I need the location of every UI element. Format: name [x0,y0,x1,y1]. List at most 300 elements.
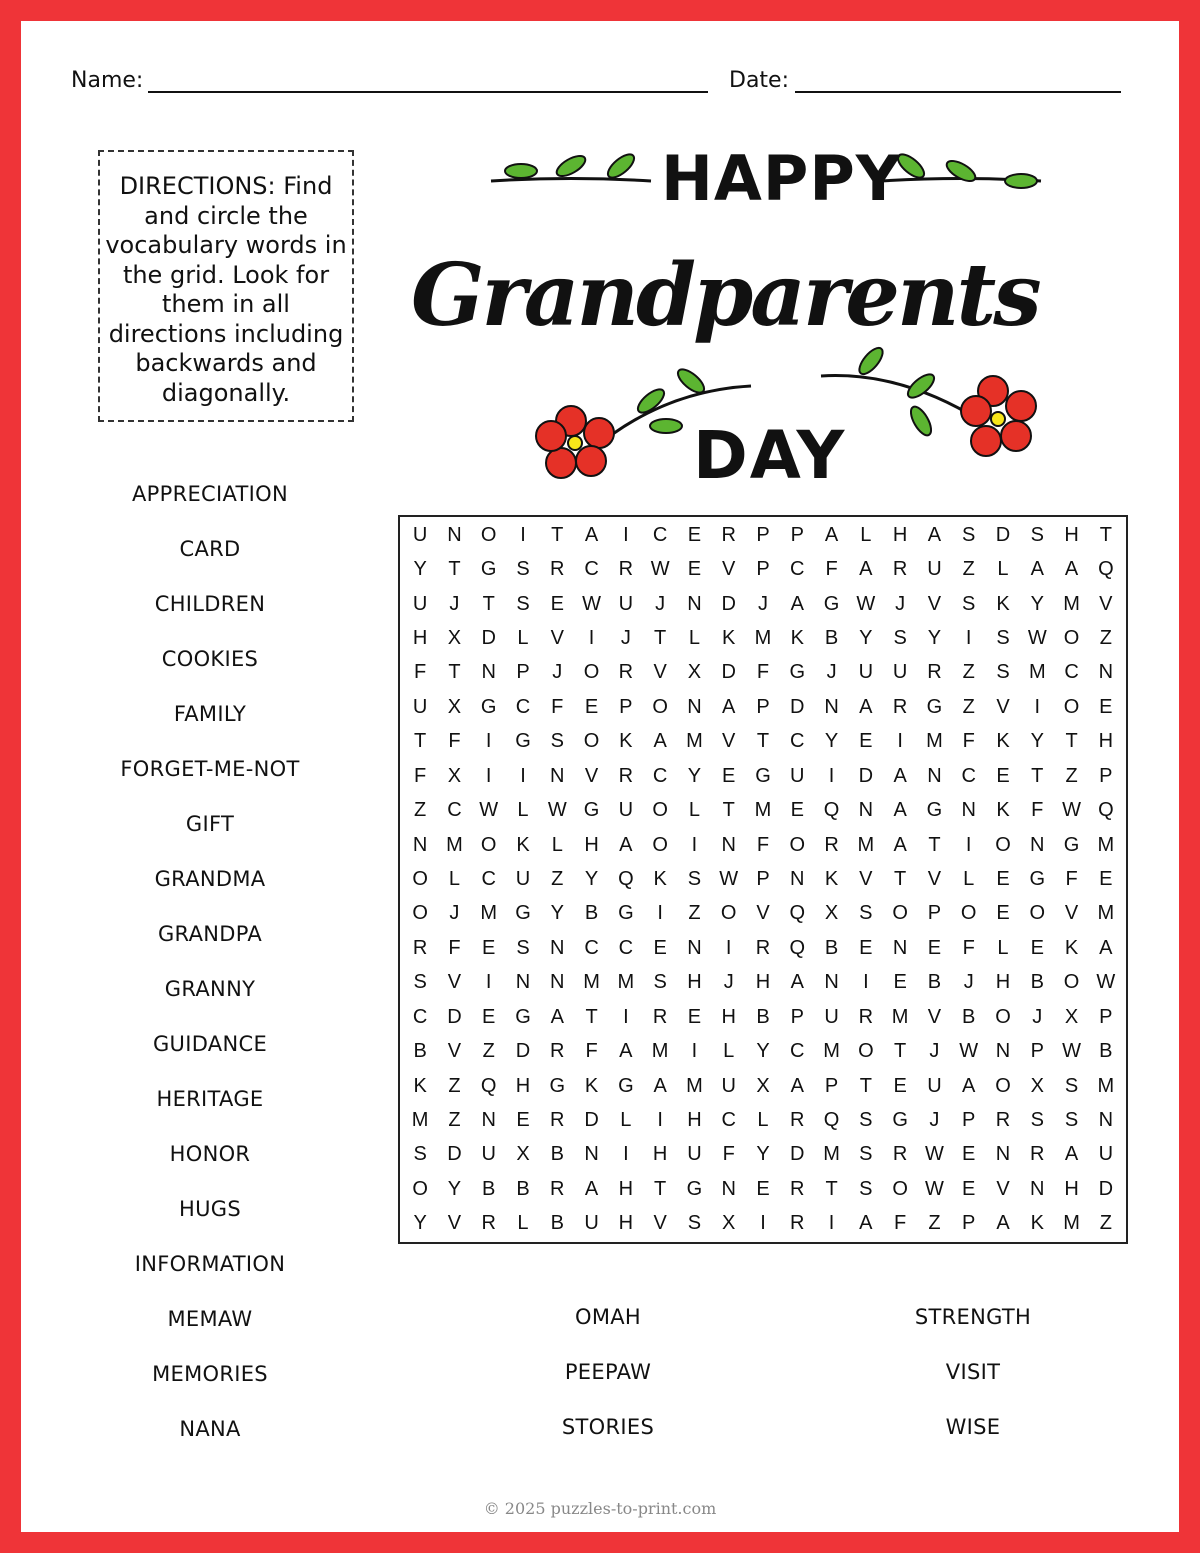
grid-cell[interactable]: W [959,1040,979,1063]
grid-cell[interactable]: S [1030,1108,1044,1131]
grid-cell[interactable]: X [756,1074,770,1097]
grid-cell[interactable]: W [856,592,876,615]
grid-cell[interactable]: V [996,695,1010,718]
grid-cell[interactable]: E [859,936,873,959]
grid-cell[interactable]: U [412,695,428,718]
grid-cell[interactable]: V [1099,592,1113,615]
grid-cell[interactable]: E [687,523,702,546]
grid-cell[interactable]: X [1030,1074,1044,1097]
grid-cell[interactable]: B [1099,1040,1113,1063]
grid-cell[interactable]: C [481,867,496,890]
grid-cell[interactable]: Y [413,1212,427,1235]
grid-cell[interactable]: O [1063,695,1080,718]
grid-cell[interactable]: N [961,799,976,822]
grid-cell[interactable]: R [892,1143,908,1166]
grid-cell[interactable]: F [962,730,975,753]
grid-cell[interactable]: I [863,971,869,994]
grid-cell[interactable]: E [927,936,942,959]
grid-cell[interactable]: O [583,661,600,684]
grid-cell[interactable]: C [790,1040,805,1063]
grid-cell[interactable]: C [412,1005,428,1028]
grid-cell[interactable]: E [482,1005,496,1028]
grid-cell[interactable]: E [516,1108,530,1131]
grid-cell[interactable]: L [688,626,700,649]
grid-cell[interactable]: D [481,626,496,649]
grid-cell[interactable]: S [859,1108,873,1131]
grid-cell[interactable]: G [480,558,497,581]
grid-cell[interactable]: I [897,730,903,753]
grid-cell[interactable]: S [996,661,1010,684]
grid-cell[interactable]: B [584,902,599,925]
grid-cell[interactable]: C [618,936,634,959]
grid-cell[interactable]: J [449,902,460,925]
grid-cell[interactable]: F [551,695,564,718]
grid-cell[interactable]: F [448,730,461,753]
grid-cell[interactable]: T [1065,730,1078,753]
grid-cell[interactable]: G [1063,833,1080,856]
grid-cell[interactable]: R [550,1177,565,1200]
grid-cell[interactable]: I [691,1040,698,1063]
grid-cell[interactable]: D [790,695,805,718]
grid-cell[interactable]: Z [928,1212,941,1235]
grid-cell[interactable]: L [620,1108,632,1131]
grid-cell[interactable]: G [618,902,634,925]
grid-cell[interactable]: V [722,558,736,581]
grid-cell[interactable]: W [1027,626,1047,649]
grid-cell[interactable]: L [688,799,700,822]
grid-cell[interactable]: J [826,661,837,684]
grid-cell[interactable]: X [1064,1005,1079,1028]
grid-cell[interactable]: R [550,1108,565,1131]
grid-cell[interactable]: O [652,799,668,822]
grid-cell[interactable]: V [722,730,736,753]
grid-cell[interactable]: F [825,558,838,581]
grid-cell[interactable]: A [927,523,942,546]
grid-cell[interactable]: D [447,1143,462,1166]
grid-cell[interactable]: F [414,661,427,684]
grid-cell[interactable]: I [965,833,972,856]
grid-cell[interactable]: G [755,764,771,787]
grid-cell[interactable]: J [895,592,906,615]
grid-cell[interactable]: T [722,799,735,822]
grid-cell[interactable]: X [687,661,702,684]
grid-cell[interactable]: B [482,1177,496,1200]
grid-cell[interactable]: I [828,764,835,787]
grid-cell[interactable]: E [756,1177,770,1200]
grid-cell[interactable]: C [961,764,976,787]
grid-cell[interactable]: R [927,661,942,684]
grid-cell[interactable]: B [1030,971,1044,994]
grid-cell[interactable]: P [1099,1005,1113,1028]
grid-cell[interactable]: K [619,730,633,753]
grid-cell[interactable]: I [588,626,595,649]
grid-cell[interactable]: Y [447,1177,462,1200]
grid-cell[interactable]: G [618,1074,634,1097]
grid-cell[interactable]: D [995,523,1011,546]
grid-cell[interactable]: U [858,661,874,684]
grid-cell[interactable]: A [1099,936,1113,959]
grid-cell[interactable]: O [995,1074,1011,1097]
grid-cell[interactable]: T [894,867,907,890]
grid-cell[interactable]: B [550,1143,564,1166]
grid-cell[interactable]: A [859,695,873,718]
grid-cell[interactable]: V [927,592,942,615]
grid-cell[interactable]: T [894,1040,907,1063]
grid-cell[interactable]: R [995,1108,1011,1131]
grid-cell[interactable]: J [552,661,563,684]
grid-cell[interactable]: T [1031,764,1044,787]
grid-cell[interactable]: A [996,1212,1010,1235]
grid-cell[interactable]: O [652,833,668,856]
grid-cell[interactable]: P [1099,764,1113,787]
grid-cell[interactable]: V [447,1212,462,1235]
grid-cell[interactable]: E [962,1177,976,1200]
grid-cell[interactable]: P [756,695,770,718]
grid-cell[interactable]: Z [414,799,427,822]
grid-cell[interactable]: X [722,1212,736,1235]
grid-cell[interactable]: I [485,971,492,994]
grid-cell[interactable]: C [652,764,668,787]
grid-cell[interactable]: K [1030,1212,1044,1235]
grid-cell[interactable]: V [1064,902,1079,925]
grid-cell[interactable]: N [1030,833,1045,856]
grid-cell[interactable]: O [412,902,428,925]
grid-cell[interactable]: O [960,902,977,925]
grid-cell[interactable]: P [962,1108,976,1131]
grid-cell[interactable]: E [996,764,1010,787]
grid-cell[interactable]: A [584,523,599,546]
grid-cell[interactable]: R [824,833,839,856]
grid-cell[interactable]: L [551,833,563,856]
grid-cell[interactable]: E [859,730,873,753]
grid-cell[interactable]: K [516,833,530,856]
grid-cell[interactable]: A [619,1040,633,1063]
grid-cell[interactable]: R [892,695,908,718]
grid-cell[interactable]: T [654,1177,667,1200]
grid-cell[interactable]: M [651,1040,669,1063]
grid-cell[interactable]: Z [1099,626,1112,649]
grid-cell[interactable]: S [962,523,976,546]
date-field[interactable] [795,91,1121,93]
grid-cell[interactable]: Y [1030,730,1044,753]
grid-cell[interactable]: M [754,626,772,649]
grid-cell[interactable]: R [790,1108,805,1131]
grid-cell[interactable]: N [687,592,702,615]
grid-cell[interactable]: M [1063,592,1080,615]
grid-cell[interactable]: D [721,592,736,615]
grid-cell[interactable]: N [995,1143,1011,1166]
grid-cell[interactable]: C [721,1108,736,1131]
grid-cell[interactable]: S [962,592,976,615]
grid-cell[interactable]: T [414,730,427,753]
grid-cell[interactable]: U [687,1143,702,1166]
grid-cell[interactable]: W [924,1143,944,1166]
grid-cell[interactable]: Y [413,558,427,581]
grid-cell[interactable]: I [725,936,732,959]
grid-cell[interactable]: A [893,799,907,822]
grid-cell[interactable]: P [962,1212,976,1235]
grid-cell[interactable]: Q [789,902,806,925]
grid-cell[interactable]: G [1029,867,1046,890]
grid-cell[interactable]: E [1030,936,1044,959]
grid-cell[interactable]: S [413,1143,427,1166]
grid-cell[interactable]: I [1034,695,1041,718]
grid-cell[interactable]: H [721,1005,736,1028]
grid-cell[interactable]: M [1097,833,1115,856]
grid-cell[interactable]: M [891,1005,909,1028]
grid-cell[interactable]: Z [448,1108,461,1131]
grid-cell[interactable]: R [618,661,634,684]
grid-cell[interactable]: M [686,1074,703,1097]
grid-cell[interactable]: A [893,764,907,787]
grid-cell[interactable]: M [1097,902,1115,925]
grid-cell[interactable]: R [858,1005,874,1028]
grid-cell[interactable]: U [1098,1143,1114,1166]
grid-cell[interactable]: X [824,902,839,925]
grid-cell[interactable]: A [859,1212,873,1235]
grid-cell[interactable]: D [858,764,874,787]
grid-cell[interactable]: Z [448,1074,461,1097]
grid-cell[interactable]: M [1028,661,1046,684]
grid-cell[interactable]: N [995,1040,1011,1063]
grid-cell[interactable]: X [516,1143,530,1166]
grid-cell[interactable]: T [859,1074,872,1097]
grid-cell[interactable]: O [892,902,908,925]
grid-cell[interactable]: A [859,558,873,581]
grid-cell[interactable]: P [756,558,770,581]
grid-cell[interactable]: B [516,1177,530,1200]
grid-cell[interactable]: R [790,1212,805,1235]
grid-cell[interactable]: O [1029,902,1046,925]
grid-cell[interactable]: F [962,936,975,959]
grid-cell[interactable]: S [413,971,427,994]
grid-cell[interactable]: K [1064,936,1079,959]
grid-cell[interactable]: U [892,661,908,684]
grid-cell[interactable]: Q [823,1108,840,1131]
grid-cell[interactable]: E [687,558,702,581]
grid-cell[interactable]: E [1099,867,1113,890]
grid-cell[interactable]: O [583,730,600,753]
grid-cell[interactable]: I [965,626,972,649]
grid-cell[interactable]: R [721,523,736,546]
grid-cell[interactable]: S [1064,1108,1079,1131]
grid-cell[interactable]: V [653,1212,667,1235]
grid-cell[interactable]: V [996,1177,1010,1200]
grid-cell[interactable]: H [687,1108,702,1131]
grid-cell[interactable]: H [1064,1177,1079,1200]
grid-cell[interactable]: K [413,1074,427,1097]
grid-cell[interactable]: L [723,1040,735,1063]
grid-cell[interactable]: V [653,661,667,684]
grid-cell[interactable]: E [893,971,907,994]
grid-cell[interactable]: P [1030,1040,1044,1063]
grid-cell[interactable]: C [584,558,599,581]
grid-cell[interactable]: S [687,1212,702,1235]
grid-cell[interactable]: H [652,1143,668,1166]
grid-cell[interactable]: S [893,626,907,649]
grid-cell[interactable]: O [412,867,428,890]
grid-cell[interactable]: S [687,867,702,890]
grid-cell[interactable]: E [962,1143,976,1166]
grid-cell[interactable]: F [894,1212,907,1235]
grid-cell[interactable]: N [858,799,874,822]
grid-cell[interactable]: V [927,1005,942,1028]
grid-cell[interactable]: X [447,764,462,787]
grid-cell[interactable]: F [585,1040,598,1063]
grid-cell[interactable]: M [823,1143,840,1166]
grid-cell[interactable]: V [927,867,942,890]
grid-cell[interactable]: A [893,833,907,856]
grid-cell[interactable]: N [412,833,428,856]
grid-cell[interactable]: K [824,867,839,890]
grid-cell[interactable]: S [1030,523,1044,546]
grid-cell[interactable]: U [584,1212,599,1235]
grid-cell[interactable]: V [447,1040,462,1063]
grid-cell[interactable]: N [824,695,839,718]
grid-cell[interactable]: H [618,1212,634,1235]
grid-cell[interactable]: D [515,1040,531,1063]
grid-cell[interactable]: U [515,867,531,890]
grid-cell[interactable]: M [1063,1212,1080,1235]
grid-cell[interactable]: M [446,833,463,856]
grid-cell[interactable]: Z [962,695,975,718]
grid-cell[interactable]: I [691,833,698,856]
grid-cell[interactable]: U [824,1005,839,1028]
grid-cell[interactable]: A [790,1074,804,1097]
grid-cell[interactable]: W [719,867,739,890]
grid-cell[interactable]: N [481,661,496,684]
grid-cell[interactable]: F [1031,799,1044,822]
grid-cell[interactable]: M [823,1040,840,1063]
grid-cell[interactable]: G [926,695,943,718]
grid-cell[interactable]: M [411,1108,429,1131]
grid-cell[interactable]: D [1098,1177,1114,1200]
grid-cell[interactable]: N [515,971,531,994]
grid-cell[interactable]: U [618,799,634,822]
grid-cell[interactable]: N [447,523,462,546]
grid-cell[interactable]: T [1099,523,1112,546]
grid-cell[interactable]: N [892,936,908,959]
grid-cell[interactable]: K [653,867,667,890]
grid-cell[interactable]: E [722,764,736,787]
grid-cell[interactable]: U [927,558,942,581]
grid-cell[interactable]: O [412,1177,428,1200]
grid-cell[interactable]: E [996,902,1010,925]
grid-cell[interactable]: B [824,626,839,649]
grid-cell[interactable]: A [619,833,633,856]
grid-cell[interactable]: C [584,936,599,959]
grid-cell[interactable]: R [550,1040,565,1063]
grid-cell[interactable]: F [756,833,770,856]
grid-cell[interactable]: N [550,936,565,959]
grid-cell[interactable]: D [790,1143,805,1166]
grid-cell[interactable]: T [482,592,495,615]
grid-cell[interactable]: K [996,799,1010,822]
grid-cell[interactable]: Y [584,867,599,890]
grid-cell[interactable]: S [859,902,873,925]
grid-cell[interactable]: R [892,558,908,581]
grid-cell[interactable]: A [824,523,839,546]
grid-cell[interactable]: A [962,1074,976,1097]
grid-cell[interactable]: Z [962,661,975,684]
grid-cell[interactable]: K [722,626,736,649]
grid-cell[interactable]: I [760,1212,766,1235]
grid-cell[interactable]: V [756,902,770,925]
grid-cell[interactable]: N [1098,661,1114,684]
grid-cell[interactable]: R [550,558,565,581]
grid-cell[interactable]: B [927,971,942,994]
grid-cell[interactable]: U [790,764,805,787]
grid-cell[interactable]: K [996,730,1010,753]
grid-cell[interactable]: W [479,799,499,822]
grid-cell[interactable]: T [551,523,564,546]
grid-cell[interactable]: J [620,626,631,649]
grid-cell[interactable]: L [757,1108,769,1131]
grid-cell[interactable]: D [721,661,736,684]
grid-cell[interactable]: G [515,902,531,925]
grid-cell[interactable]: V [859,867,873,890]
grid-cell[interactable]: R [412,936,428,959]
grid-cell[interactable]: N [1098,1108,1114,1131]
grid-cell[interactable]: J [449,592,460,615]
grid-cell[interactable]: D [447,1005,462,1028]
grid-cell[interactable]: H [892,523,908,546]
grid-cell[interactable]: D [584,1108,599,1131]
grid-cell[interactable]: H [618,1177,634,1200]
grid-cell[interactable]: V [447,971,462,994]
grid-cell[interactable]: C [790,730,805,753]
grid-cell[interactable]: I [828,1212,835,1235]
grid-cell[interactable]: H [1098,730,1114,753]
grid-cell[interactable]: O [480,833,497,856]
grid-cell[interactable]: H [687,971,702,994]
grid-cell[interactable]: I [485,764,492,787]
grid-cell[interactable]: P [756,523,770,546]
grid-cell[interactable]: L [963,867,975,890]
grid-cell[interactable]: M [926,730,943,753]
grid-cell[interactable]: I [623,523,629,546]
grid-cell[interactable]: U [927,1074,942,1097]
grid-cell[interactable]: K [584,1074,599,1097]
grid-cell[interactable]: H [584,833,599,856]
grid-cell[interactable]: R [755,936,771,959]
grid-cell[interactable]: Q [823,799,840,822]
grid-cell[interactable]: G [926,799,943,822]
grid-cell[interactable]: U [412,592,428,615]
grid-cell[interactable]: Q [1098,558,1114,581]
grid-cell[interactable]: A [790,592,804,615]
grid-cell[interactable]: S [516,558,530,581]
grid-cell[interactable]: T [585,1005,598,1028]
grid-cell[interactable]: G [583,799,600,822]
grid-cell[interactable]: L [517,626,529,649]
grid-cell[interactable]: Z [688,902,701,925]
grid-cell[interactable]: Q [618,867,634,890]
grid-cell[interactable]: T [448,558,461,581]
grid-cell[interactable]: C [790,558,805,581]
grid-cell[interactable]: H [515,1074,531,1097]
grid-cell[interactable]: P [824,1074,839,1097]
grid-cell[interactable]: P [927,902,942,925]
grid-cell[interactable]: Y [756,1143,770,1166]
grid-cell[interactable]: N [824,971,839,994]
grid-cell[interactable]: W [1096,971,1116,994]
grid-cell[interactable]: S [859,1143,873,1166]
grid-cell[interactable]: N [721,833,736,856]
grid-cell[interactable]: O [995,833,1011,856]
grid-cell[interactable]: W [1062,799,1081,822]
grid-cell[interactable]: B [756,1005,770,1028]
